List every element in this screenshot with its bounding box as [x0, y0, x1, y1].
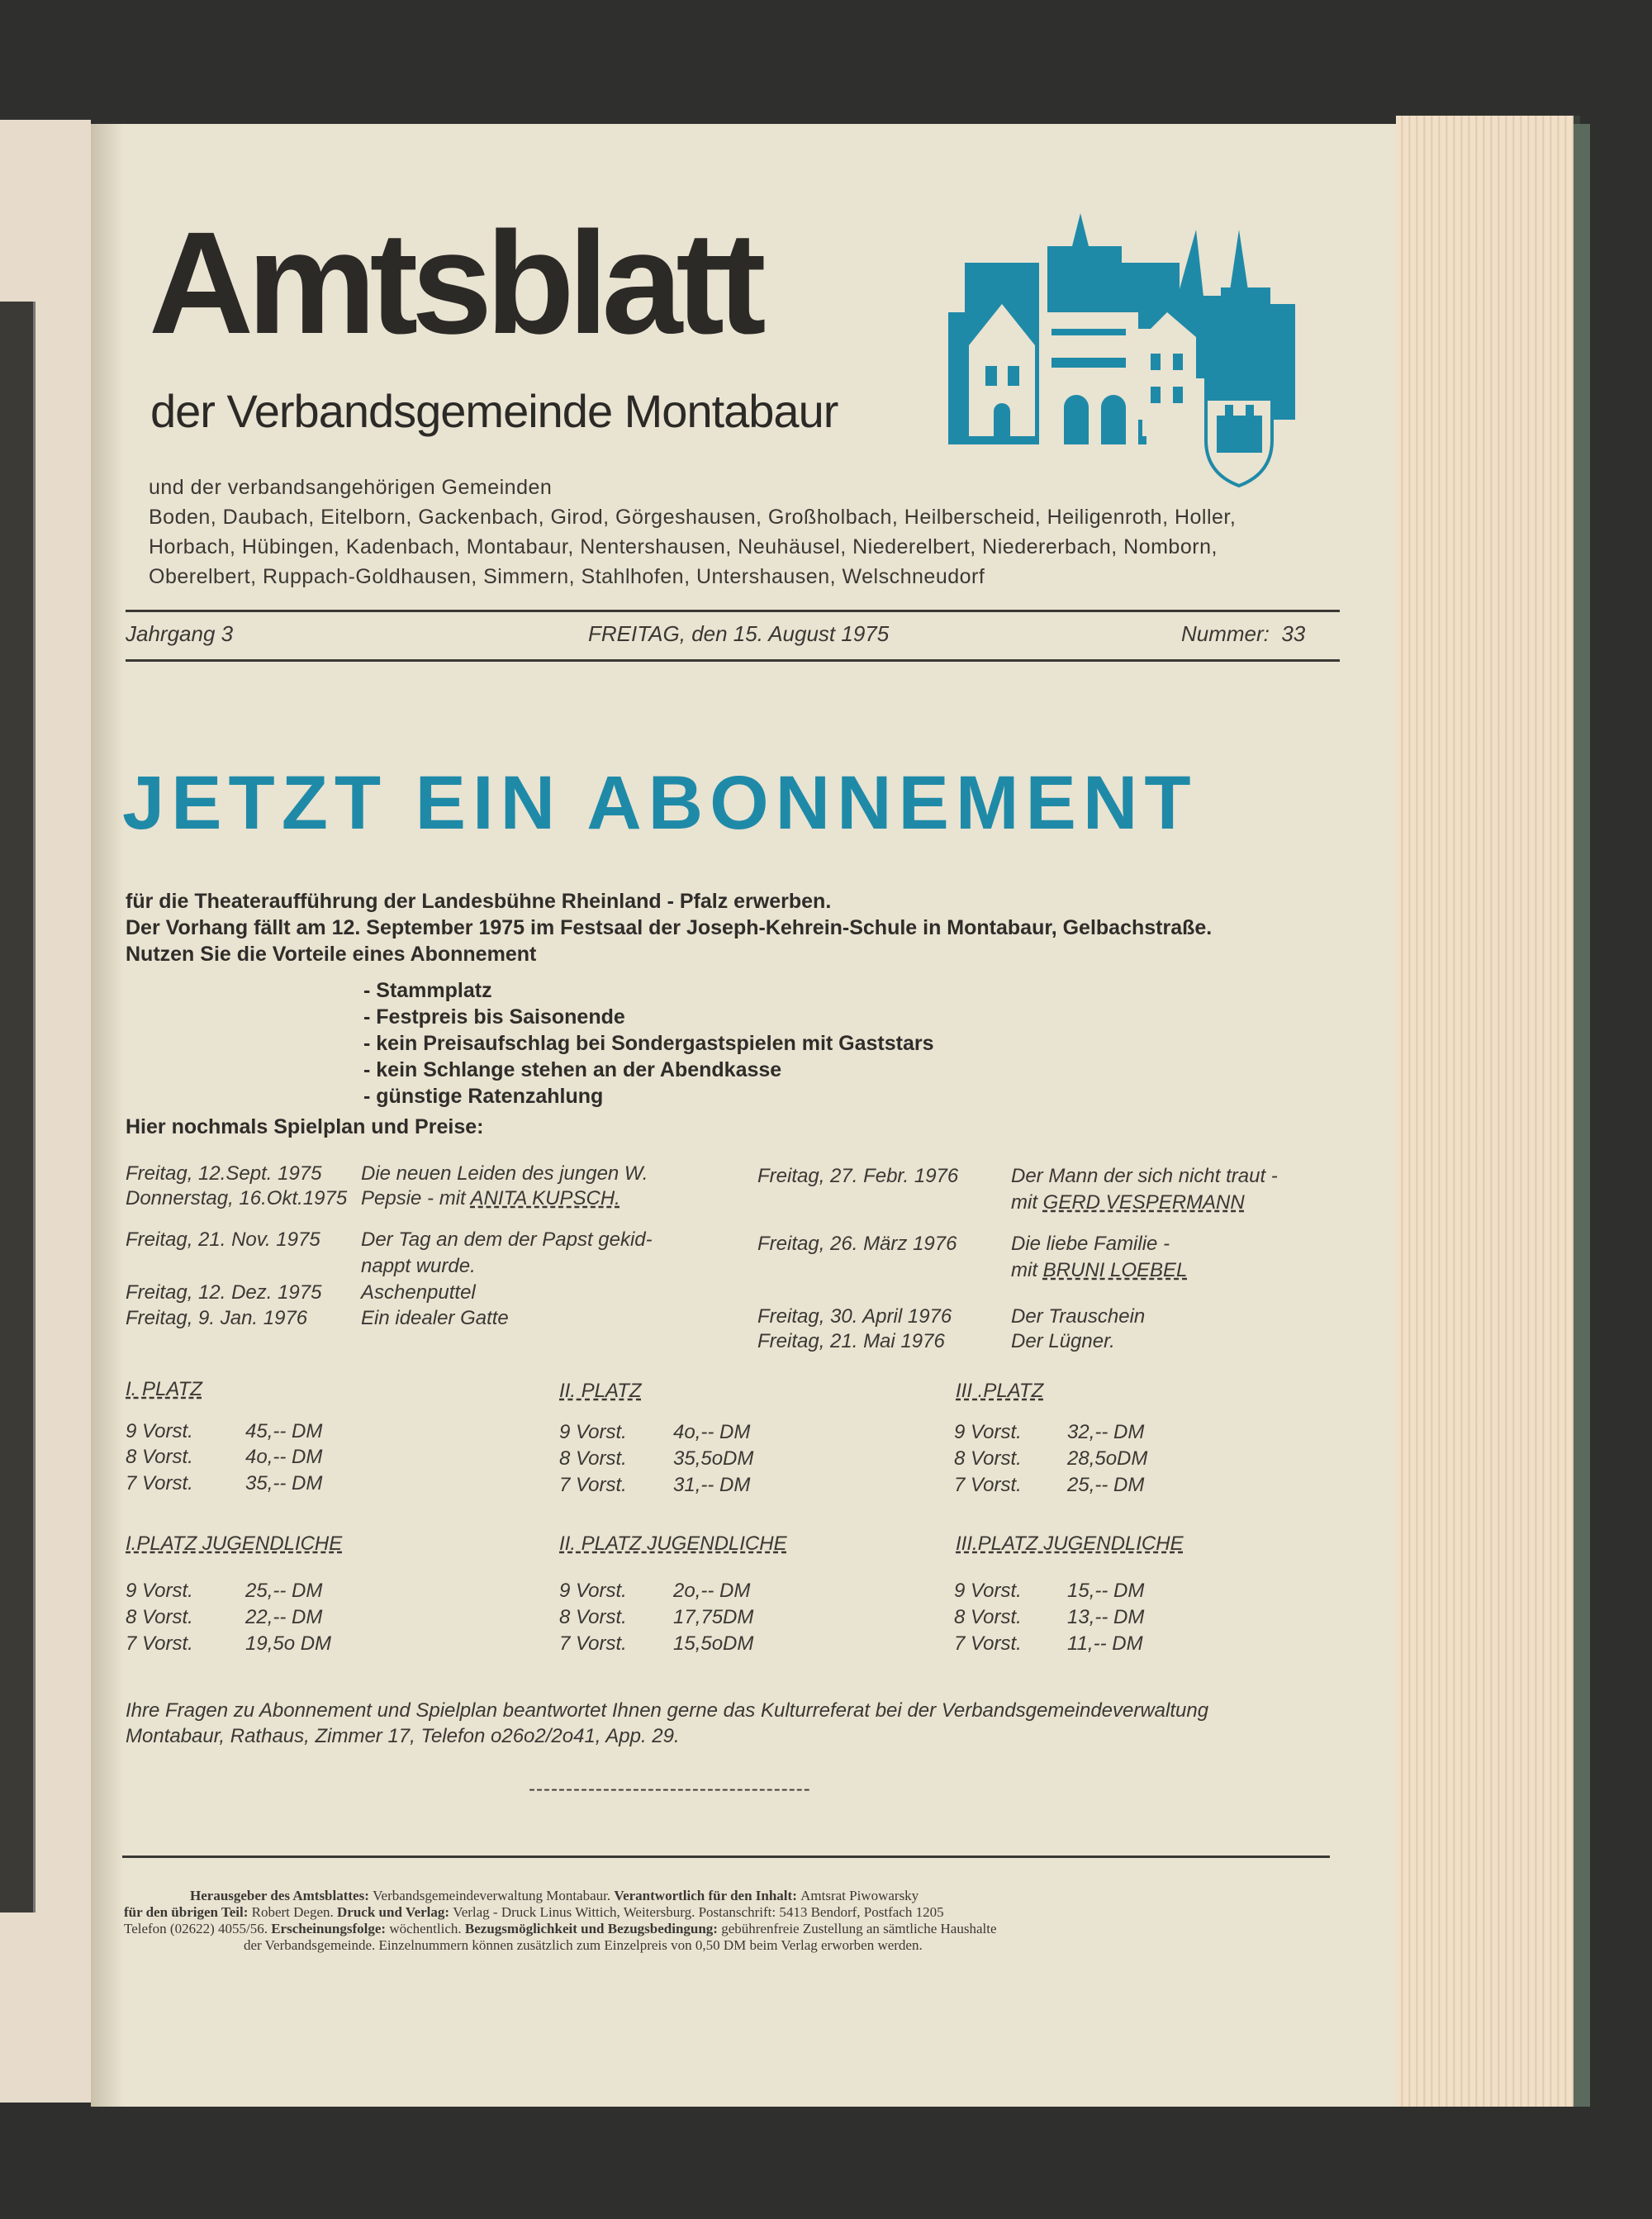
benefit-item: - Stammplatz	[363, 979, 492, 1002]
schedule-play	[1011, 1257, 1187, 1284]
price-table-title: II. PLATZ	[559, 1380, 642, 1402]
schedule-date: Freitag, 21. Nov. 1975	[126, 1228, 320, 1251]
imprint-line	[124, 1904, 1330, 1921]
schedule-heading: Hier nochmals Spielplan und Preise:	[126, 1115, 484, 1138]
price-value: 15,5oDM	[673, 1632, 754, 1655]
price-label: 8 Vorst.	[126, 1446, 193, 1468]
masthead-subtitle: der Verbandsgemeinde Montabaur	[150, 385, 838, 437]
separator-dashes: --------------------------------------	[529, 1778, 811, 1800]
main-headline: JETZT EIN ABONNEMENT	[122, 761, 1198, 845]
issue-date: FREITAG, den 15. August 1975	[588, 621, 890, 646]
price-label: 8 Vorst.	[126, 1606, 193, 1628]
price-value: 17,75DM	[673, 1606, 754, 1628]
contact-line: Montabaur, Rathaus, Zimmer 17, Telefon o26o2/2o41, App. 29.	[126, 1725, 680, 1747]
schedule-date: Freitag, 12. Dez. 1975	[126, 1281, 322, 1304]
price-table-title: I.PLATZ JUGENDLICHE	[126, 1532, 343, 1555]
price-value: 4o,-- DM	[245, 1446, 323, 1468]
contact-line: Ihre Fragen zu Abonnement und Spielplan beantwortet Ihnen gerne das Kulturreferat bei der Verbandsgemeindeverwaltung	[126, 1699, 1209, 1722]
schedule-date: Freitag, 26. März 1976	[757, 1233, 957, 1255]
price-value: 28,5oDM	[1067, 1447, 1148, 1470]
price-table-title: II. PLATZ JUGENDLICHE	[559, 1532, 787, 1555]
price-value: 22,-- DM	[245, 1606, 323, 1628]
price-value: 45,-- DM	[245, 1420, 323, 1442]
schedule-play: Der Trauschein	[1011, 1305, 1146, 1328]
schedule-play: Ein idealer Gatte	[361, 1307, 509, 1329]
price-label: 9 Vorst.	[126, 1580, 193, 1602]
schedule-play: Der Mann der sich nicht traut -	[1011, 1165, 1278, 1187]
schedule-play: Der Tag an dem der Papst gekid-	[361, 1228, 653, 1251]
imprint-text: Robert Degen.	[251, 1904, 338, 1920]
price-label: 9 Vorst.	[559, 1580, 627, 1602]
masthead-title: Amtsblatt	[149, 202, 760, 364]
price-value: 4o,-- DM	[673, 1421, 751, 1443]
imprint-text: Verlag - Druck Linus Wittich, Weitersburg. Postanschrift: 5413 Bendorf, Postfach 1205	[453, 1904, 944, 1920]
price-label: 8 Vorst.	[954, 1606, 1022, 1628]
schedule-play: Der Lügner.	[1011, 1330, 1115, 1352]
book-cover-edge	[1574, 124, 1590, 2107]
schedule-play	[361, 1186, 620, 1212]
benefit-item: - günstige Ratenzahlung	[363, 1085, 604, 1108]
schedule-play: Aschenputtel	[361, 1281, 476, 1304]
price-label: 9 Vorst.	[126, 1420, 193, 1442]
price-table-title: I. PLATZ	[126, 1378, 202, 1400]
price-table-title: III .PLATZ	[956, 1380, 1044, 1402]
price-label: 9 Vorst.	[559, 1421, 627, 1443]
benefits-list	[363, 977, 934, 1110]
municipalities-line: Boden, Daubach, Eitelborn, Gackenbach, Girod, Görgeshausen, Großholbach, Heilberscheid, Heiligenroth, Holler,	[149, 506, 1237, 529]
price-value: 31,-- DM	[673, 1474, 751, 1496]
left-page-photo	[0, 302, 36, 1913]
price-label: 8 Vorst.	[559, 1447, 627, 1470]
masthead-rule-bottom	[126, 659, 1340, 662]
municipalities-intro: und der verbandsangehörigen Gemeinden	[149, 476, 553, 499]
imprint-label: Herausgeber des Amtsblattes:	[190, 1888, 373, 1903]
intro-text	[126, 888, 1212, 967]
municipalities-line: Oberelbert, Ruppach-Goldhausen, Simmern, Stahlhofen, Untershausen, Welschneudorf	[149, 565, 985, 588]
imprint-text: gebührenfreie Zustellung an sämtliche Haushalte	[721, 1921, 997, 1936]
price-table-title: III.PLATZ JUGENDLICHE	[956, 1532, 1184, 1555]
price-label: 7 Vorst.	[126, 1632, 193, 1655]
book-page-edges	[1396, 116, 1580, 2107]
contact-info	[126, 1698, 1323, 1749]
imprint	[124, 1888, 1330, 1954]
municipalities-list	[149, 473, 1338, 592]
schedule-play: Die liebe Familie -	[1011, 1233, 1170, 1255]
schedule-date: Freitag, 30. April 1976	[757, 1305, 952, 1328]
price-label: 9 Vorst.	[954, 1421, 1022, 1443]
schedule-play	[1011, 1190, 1245, 1216]
price-value: 13,-- DM	[1067, 1606, 1145, 1628]
imprint-label: für den übrigen Teil:	[124, 1904, 252, 1920]
schedule-date: Donnerstag, 16.Okt.1975	[126, 1187, 348, 1209]
price-label: 7 Vorst.	[126, 1472, 193, 1494]
imprint-line	[124, 1921, 1330, 1937]
page-fold-shadow	[91, 124, 124, 2107]
schedule-date: Freitag, 21. Mai 1976	[757, 1330, 945, 1352]
price-label: 8 Vorst.	[559, 1606, 627, 1628]
issue-volume: Jahrgang 3	[126, 621, 234, 646]
price-label: 7 Vorst.	[954, 1474, 1022, 1496]
price-value: 11,-- DM	[1067, 1632, 1143, 1655]
price-value: 35,5oDM	[673, 1447, 754, 1470]
price-value: 25,-- DM	[245, 1580, 323, 1602]
schedule-date: Freitag, 12.Sept. 1975	[126, 1162, 322, 1185]
price-value: 25,-- DM	[1067, 1474, 1145, 1496]
benefit-item: - Festpreis bis Saisonende	[363, 1005, 625, 1029]
imprint-text: wöchentlich.	[389, 1921, 465, 1936]
footer-rule	[122, 1856, 1330, 1858]
schedule-guest-star: GERD VESPERMANN	[1042, 1191, 1245, 1214]
price-value: 19,5o DM	[245, 1632, 332, 1655]
imprint-label: Druck und Verlag:	[337, 1904, 453, 1920]
benefit-item: - kein Schlange stehen an der Abendkasse	[363, 1058, 782, 1081]
schedule-guest-star: BRUNI LOEBEL	[1042, 1259, 1188, 1281]
schedule-play-text: Pepsie - mit	[361, 1187, 471, 1209]
imprint-text: Telefon (02622) 4055/56.	[124, 1921, 272, 1936]
intro-line: Nutzen Sie die Vorteile eines Abonnement	[126, 943, 537, 966]
municipalities-line: Horbach, Hübingen, Kadenbach, Montabaur, Nentershausen, Neuhäusel, Niederelbert, Niedererbach, Nomborn,	[149, 535, 1218, 558]
masthead-rule-top	[126, 610, 1340, 612]
imprint-label: Verantwortlich für den Inhalt:	[614, 1888, 801, 1903]
intro-line: für die Theateraufführung der Landesbühne Rheinland - Pfalz erwerben.	[126, 890, 832, 913]
price-label: 7 Vorst.	[559, 1632, 627, 1655]
price-label: 7 Vorst.	[954, 1632, 1022, 1655]
schedule-play: nappt wurde.	[361, 1255, 476, 1277]
intro-line: Der Vorhang fällt am 12. September 1975 im Festsaal der Joseph-Kehrein-Schule in Montabaur, Gelbachstraße.	[126, 916, 1213, 939]
imprint-line	[124, 1888, 1330, 1904]
schedule-date: Freitag, 9. Jan. 1976	[126, 1307, 308, 1329]
price-label: 8 Vorst.	[954, 1447, 1022, 1470]
price-label: 7 Vorst.	[559, 1474, 627, 1496]
price-value: 32,-- DM	[1067, 1421, 1145, 1443]
schedule-play-text: mit	[1011, 1259, 1043, 1281]
schedule-guest-star: ANITA KUPSCH.	[470, 1187, 620, 1209]
price-label: 9 Vorst.	[954, 1580, 1022, 1602]
benefit-item: - kein Preisaufschlag bei Sondergastspielen mit Gaststars	[363, 1032, 934, 1055]
price-value: 2o,-- DM	[673, 1580, 751, 1602]
schedule-play: Die neuen Leiden des jungen W.	[361, 1162, 648, 1185]
imprint-text: Amtsrat Piwowarsky	[800, 1888, 919, 1903]
imprint-text: Verbandsgemeindeverwaltung Montabaur.	[373, 1888, 615, 1903]
schedule-play-text: mit	[1011, 1191, 1043, 1214]
imprint-label: Bezugsmöglichkeit und Bezugsbedingung:	[464, 1921, 722, 1936]
price-value: 15,-- DM	[1067, 1580, 1145, 1602]
imprint-line: der Verbandsgemeinde. Einzelnummern können zusätzlich zum Einzelpreis von 0,50 DM beim Verlag erworben werden.	[244, 1937, 923, 1953]
town-skyline-coat-of-arms-icon	[948, 213, 1305, 487]
price-value: 35,-- DM	[245, 1472, 323, 1494]
schedule-date: Freitag, 27. Febr. 1976	[757, 1165, 959, 1187]
issue-number: Nummer: 33	[1181, 621, 1306, 646]
imprint-label: Erscheinungsfolge:	[271, 1921, 390, 1936]
